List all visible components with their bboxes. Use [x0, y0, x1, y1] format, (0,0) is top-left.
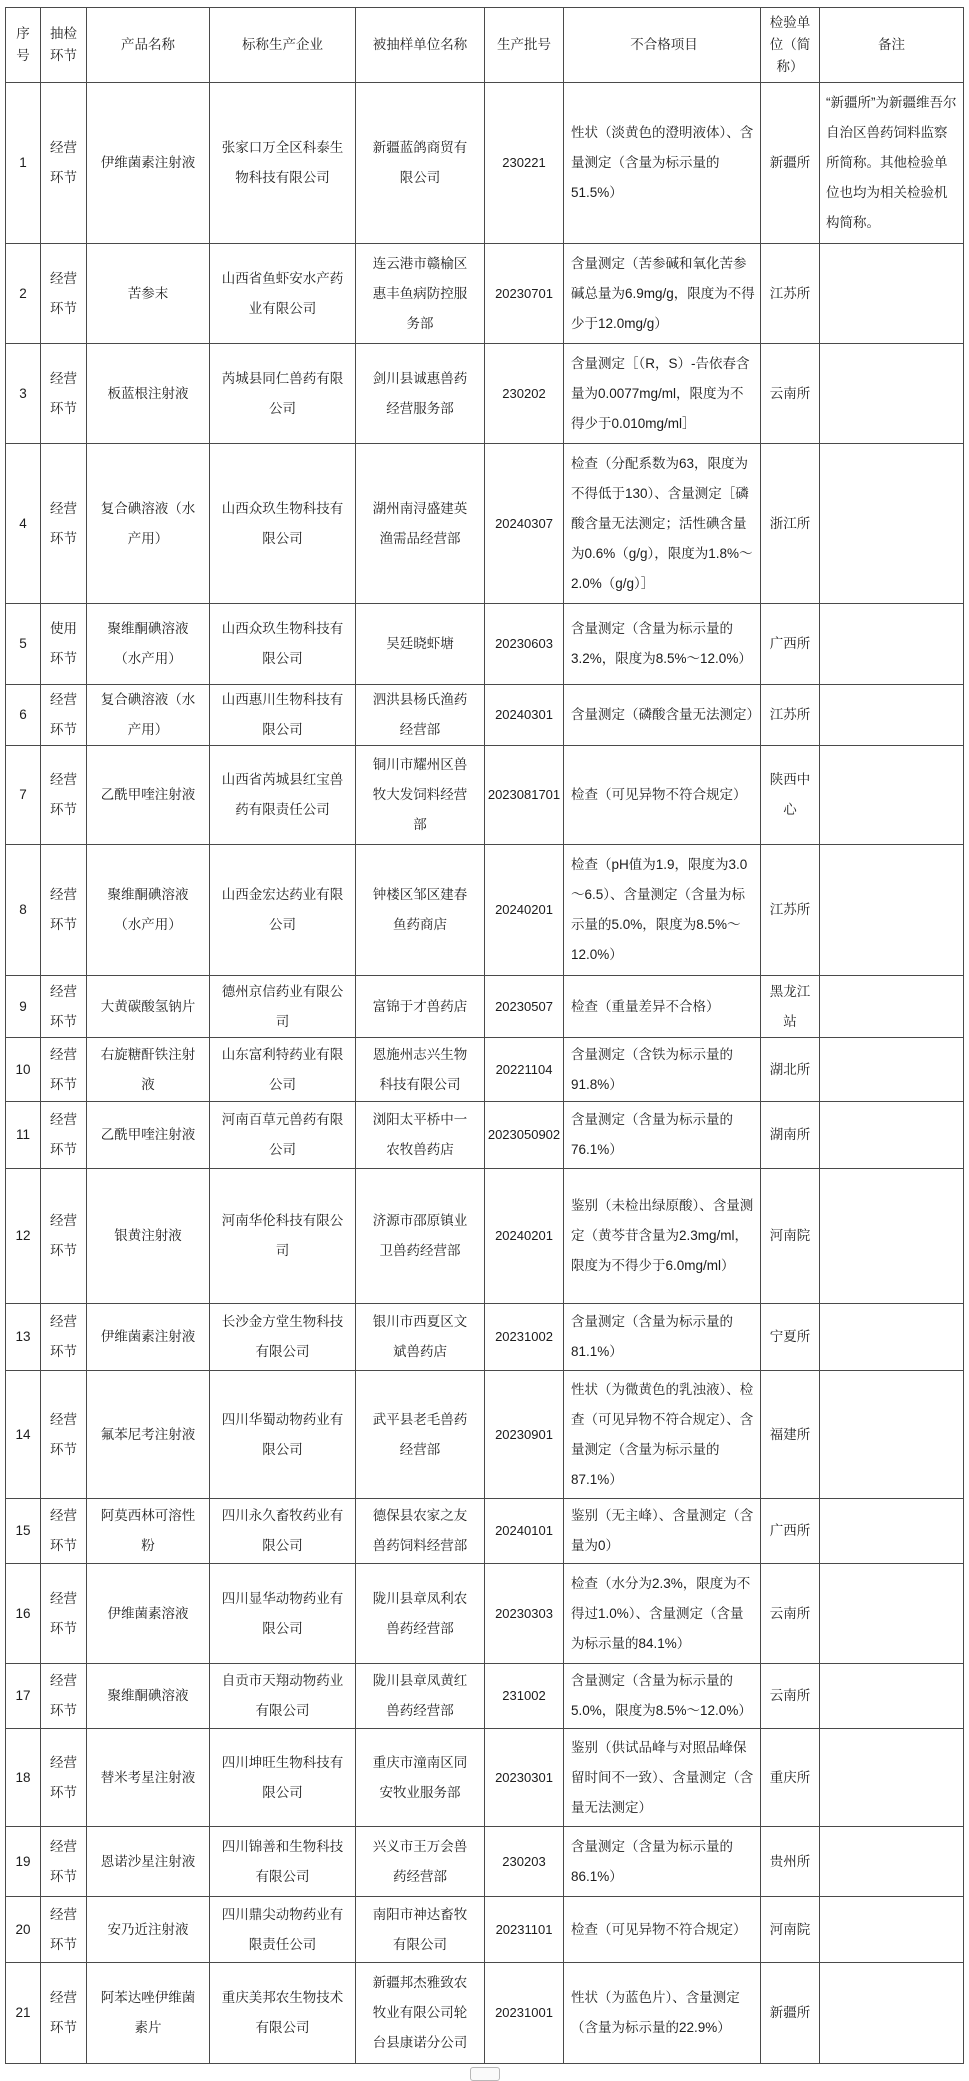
- cell-product-name: 阿莫西林可溶性粉: [87, 1499, 209, 1563]
- cell-manufacturer: 河南华伦科技有限公司: [210, 1169, 355, 1303]
- cell-product-name: 乙酰甲喹注射液: [87, 746, 209, 844]
- cell-remarks: [820, 1827, 963, 1896]
- cell-testing-lab: 贵州所: [761, 1827, 819, 1896]
- cell-batch-number: 20221104: [485, 1038, 563, 1101]
- cell-manufacturer: 四川坤旺生物科技有限公司: [210, 1729, 355, 1826]
- cell-batch-number: 20230303: [485, 1564, 563, 1663]
- cell-failed-items: 含量测定（含量为标示量的76.1%）: [564, 1102, 760, 1168]
- cell-testing-lab: 湖北所: [761, 1038, 819, 1101]
- cell-serial-number: 17: [6, 1664, 40, 1728]
- cell-sampled-unit: 银川市西夏区文斌兽药店: [356, 1304, 484, 1370]
- cell-manufacturer: 四川鼎尖动物药业有限责任公司: [210, 1897, 355, 1962]
- cell-sampling-stage: 经营环节: [41, 1304, 86, 1370]
- cell-product-name: 氟苯尼考注射液: [87, 1371, 209, 1498]
- cell-failed-items: 鉴别（未检出绿原酸）、含量测定（黄芩苷含量为2.3mg/ml，限度为不得少于6.0mg/ml）: [564, 1169, 760, 1303]
- cell-serial-number: 9: [6, 976, 40, 1037]
- cell-testing-lab: 云南所: [761, 1664, 819, 1728]
- cell-failed-items: 含量测定（含量为标示量的5.0%，限度为8.5%～12.0%）: [564, 1664, 760, 1728]
- cell-serial-number: 13: [6, 1304, 40, 1370]
- cell-sampled-unit: 铜川市耀州区兽牧大发饲料经营部: [356, 746, 484, 844]
- cell-serial-number: 6: [6, 685, 40, 745]
- cell-product-name: 板蓝根注射液: [87, 344, 209, 443]
- cell-product-name: 安乃近注射液: [87, 1897, 209, 1962]
- header-batch-number: 生产批号: [485, 8, 563, 82]
- cell-testing-lab: 新疆所: [761, 1963, 819, 2063]
- cell-batch-number: 20240101: [485, 1499, 563, 1563]
- page-bottom-marker: [470, 2067, 500, 2081]
- cell-sampled-unit: 新疆邦杰雅致农牧业有限公司轮台县康诺分公司: [356, 1963, 484, 2063]
- header-remarks: 备注: [820, 8, 963, 82]
- header-serial-number: 序号: [6, 8, 40, 82]
- cell-failed-items: 检查（可见异物不符合规定）: [564, 746, 760, 844]
- cell-failed-items: 检查（pH值为1.9，限度为3.0～6.5）、含量测定（含量为标示量的5.0%，限度为8.5%～12.0%）: [564, 845, 760, 975]
- cell-testing-lab: 云南所: [761, 1564, 819, 1663]
- cell-manufacturer: 河南百草元兽药有限公司: [210, 1102, 355, 1168]
- cell-remarks: [820, 1897, 963, 1962]
- cell-testing-lab: 河南院: [761, 1897, 819, 1962]
- cell-remarks: [820, 1371, 963, 1498]
- cell-serial-number: 16: [6, 1564, 40, 1663]
- cell-failed-items: 鉴别（供试品峰与对照品峰保留时间不一致）、含量测定（含量无法测定）: [564, 1729, 760, 1826]
- cell-batch-number: 2023081701: [485, 746, 563, 844]
- cell-serial-number: 10: [6, 1038, 40, 1101]
- cell-serial-number: 18: [6, 1729, 40, 1826]
- cell-testing-lab: 云南所: [761, 344, 819, 443]
- cell-failed-items: 含量测定（含铁为标示量的91.8%）: [564, 1038, 760, 1101]
- header-manufacturer: 标称生产企业: [210, 8, 355, 82]
- cell-remarks: [820, 1038, 963, 1101]
- cell-batch-number: 20231101: [485, 1897, 563, 1962]
- cell-sampled-unit: 浏阳太平桥中一农牧兽药店: [356, 1102, 484, 1168]
- cell-remarks: [820, 1169, 963, 1303]
- cell-product-name: 恩诺沙星注射液: [87, 1827, 209, 1896]
- cell-product-name: 银黄注射液: [87, 1169, 209, 1303]
- cell-sampling-stage: 经营环节: [41, 1371, 86, 1498]
- cell-sampling-stage: 经营环节: [41, 1827, 86, 1896]
- cell-batch-number: 20230901: [485, 1371, 563, 1498]
- header-failed-items: 不合格项目: [564, 8, 760, 82]
- cell-product-name: 大黄碳酸氢钠片: [87, 976, 209, 1037]
- cell-product-name: 伊维菌素注射液: [87, 83, 209, 243]
- cell-product-name: 伊维菌素注射液: [87, 1304, 209, 1370]
- cell-remarks: “新疆所”为新疆维吾尔自治区兽药饲料监察所简称。其他检验单位也均为相关检验机构简称。: [820, 83, 963, 243]
- cell-manufacturer: 山西众玖生物科技有限公司: [210, 604, 355, 684]
- cell-batch-number: 20230507: [485, 976, 563, 1037]
- cell-manufacturer: 四川永久畜牧药业有限公司: [210, 1499, 355, 1563]
- cell-serial-number: 14: [6, 1371, 40, 1498]
- cell-remarks: [820, 604, 963, 684]
- cell-sampling-stage: 经营环节: [41, 244, 86, 343]
- cell-testing-lab: 宁夏所: [761, 1304, 819, 1370]
- cell-sampled-unit: 德保县农家之友兽药饲料经营部: [356, 1499, 484, 1563]
- cell-sampling-stage: 经营环节: [41, 1564, 86, 1663]
- cell-batch-number: 20240307: [485, 444, 563, 603]
- cell-remarks: [820, 1499, 963, 1563]
- cell-serial-number: 19: [6, 1827, 40, 1896]
- cell-testing-lab: 陕西中心: [761, 746, 819, 844]
- cell-sampling-stage: 经营环节: [41, 444, 86, 603]
- cell-sampled-unit: 富锦于才兽药店: [356, 976, 484, 1037]
- cell-batch-number: 230202: [485, 344, 563, 443]
- cell-remarks: [820, 444, 963, 603]
- cell-manufacturer: 山西省鱼虾安水产药业有限公司: [210, 244, 355, 343]
- cell-remarks: [820, 1963, 963, 2063]
- cell-batch-number: 20230701: [485, 244, 563, 343]
- cell-failed-items: 检查（分配系数为63，限度为不得低于130）、含量测定［磷酸含量无法测定；活性碘含量为0.6%（g/g），限度为1.8%～2.0%（g/g）］: [564, 444, 760, 603]
- cell-failed-items: 含量测定（磷酸含量无法测定）: [564, 685, 760, 745]
- cell-remarks: [820, 1102, 963, 1168]
- cell-sampling-stage: 经营环节: [41, 1729, 86, 1826]
- cell-manufacturer: 四川华蜀动物药业有限公司: [210, 1371, 355, 1498]
- cell-failed-items: 检查（水分为2.3%，限度为不得过1.0%）、含量测定（含量为标示量的84.1%）: [564, 1564, 760, 1663]
- cell-sampled-unit: 济源市邵原镇业卫兽药经营部: [356, 1169, 484, 1303]
- cell-sampling-stage: 使用环节: [41, 604, 86, 684]
- cell-testing-lab: 广西所: [761, 1499, 819, 1563]
- cell-failed-items: 鉴别（无主峰）、含量测定（含量为0）: [564, 1499, 760, 1563]
- cell-product-name: 伊维菌素溶液: [87, 1564, 209, 1663]
- cell-sampling-stage: 经营环节: [41, 1897, 86, 1962]
- header-product-name: 产品名称: [87, 8, 209, 82]
- cell-serial-number: 21: [6, 1963, 40, 2063]
- cell-product-name: 聚维酮碘溶液: [87, 1664, 209, 1728]
- cell-serial-number: 8: [6, 845, 40, 975]
- cell-testing-lab: 广西所: [761, 604, 819, 684]
- cell-sampled-unit: 泗洪县杨氏渔药经营部: [356, 685, 484, 745]
- cell-testing-lab: 江苏所: [761, 685, 819, 745]
- cell-product-name: 阿苯达唑伊维菌素片: [87, 1963, 209, 2063]
- cell-sampled-unit: 连云港市赣榆区惠丰鱼病防控服务部: [356, 244, 484, 343]
- cell-manufacturer: 长沙金方堂生物科技有限公司: [210, 1304, 355, 1370]
- cell-failed-items: 检查（可见异物不符合规定）: [564, 1897, 760, 1962]
- cell-sampling-stage: 经营环节: [41, 845, 86, 975]
- cell-remarks: [820, 1304, 963, 1370]
- cell-remarks: [820, 685, 963, 745]
- cell-testing-lab: 黑龙江站: [761, 976, 819, 1037]
- cell-batch-number: 231002: [485, 1664, 563, 1728]
- cell-batch-number: 20240301: [485, 685, 563, 745]
- cell-remarks: [820, 344, 963, 443]
- cell-testing-lab: 河南院: [761, 1169, 819, 1303]
- cell-remarks: [820, 1729, 963, 1826]
- cell-sampling-stage: 经营环节: [41, 1038, 86, 1101]
- cell-batch-number: 230221: [485, 83, 563, 243]
- cell-product-name: 聚维酮碘溶液（水产用）: [87, 845, 209, 975]
- cell-testing-lab: 福建所: [761, 1371, 819, 1498]
- cell-product-name: 右旋糖酐铁注射液: [87, 1038, 209, 1101]
- results-table: [5, 7, 964, 2064]
- header-sampling-stage: 抽检环节: [41, 8, 86, 82]
- cell-manufacturer: 山西省芮城县红宝兽药有限责任公司: [210, 746, 355, 844]
- cell-sampled-unit: 湖州南浔盛建英渔需品经营部: [356, 444, 484, 603]
- cell-manufacturer: 四川锦善和生物科技有限公司: [210, 1827, 355, 1896]
- cell-failed-items: 含量测定（含量为标示量的3.2%，限度为8.5%～12.0%）: [564, 604, 760, 684]
- cell-sampled-unit: 南阳市神达畜牧有限公司: [356, 1897, 484, 1962]
- cell-remarks: [820, 845, 963, 975]
- cell-sampling-stage: 经营环节: [41, 1963, 86, 2063]
- cell-batch-number: 20240201: [485, 1169, 563, 1303]
- cell-manufacturer: 自贡市天翔动物药业有限公司: [210, 1664, 355, 1728]
- cell-remarks: [820, 746, 963, 844]
- header-sampled-unit: 被抽样单位名称: [356, 8, 484, 82]
- cell-serial-number: 2: [6, 244, 40, 343]
- cell-product-name: 苦参末: [87, 244, 209, 343]
- header-testing-lab: 检验单位（简称）: [761, 8, 819, 82]
- cell-sampling-stage: 经营环节: [41, 83, 86, 243]
- cell-failed-items: 性状（为微黄色的乳浊液）、检查（可见异物不符合规定）、含量测定（含量为标示量的87.1%）: [564, 1371, 760, 1498]
- cell-failed-items: 含量测定（苦参碱和氧化苦参碱总量为6.9mg/g，限度为不得少于12.0mg/g）: [564, 244, 760, 343]
- cell-testing-lab: 重庆所: [761, 1729, 819, 1826]
- cell-sampled-unit: 陇川县章凤黄红兽药经营部: [356, 1664, 484, 1728]
- cell-serial-number: 12: [6, 1169, 40, 1303]
- cell-serial-number: 7: [6, 746, 40, 844]
- cell-serial-number: 1: [6, 83, 40, 243]
- cell-manufacturer: 山东富利特药业有限公司: [210, 1038, 355, 1101]
- cell-failed-items: 含量测定［（R，S）-告依春含量为0.0077mg/ml，限度为不得少于0.010mg/ml］: [564, 344, 760, 443]
- cell-product-name: 复合碘溶液（水产用）: [87, 685, 209, 745]
- cell-manufacturer: 山西众玖生物科技有限公司: [210, 444, 355, 603]
- cell-remarks: [820, 976, 963, 1037]
- cell-product-name: 聚维酮碘溶液（水产用）: [87, 604, 209, 684]
- cell-sampled-unit: 兴义市王万会兽药经营部: [356, 1827, 484, 1896]
- cell-batch-number: 20231002: [485, 1304, 563, 1370]
- cell-product-name: 替米考星注射液: [87, 1729, 209, 1826]
- cell-serial-number: 15: [6, 1499, 40, 1563]
- cell-manufacturer: 重庆美邦农生物技术有限公司: [210, 1963, 355, 2063]
- cell-batch-number: 20230603: [485, 604, 563, 684]
- cell-failed-items: 含量测定（含量为标示量的86.1%）: [564, 1827, 760, 1896]
- cell-sampling-stage: 经营环节: [41, 1102, 86, 1168]
- cell-remarks: [820, 1664, 963, 1728]
- cell-batch-number: 230203: [485, 1827, 563, 1896]
- cell-serial-number: 4: [6, 444, 40, 603]
- cell-sampled-unit: 武平县老毛兽药经营部: [356, 1371, 484, 1498]
- cell-batch-number: 20230301: [485, 1729, 563, 1826]
- cell-testing-lab: 浙江所: [761, 444, 819, 603]
- cell-manufacturer: 四川显华动物药业有限公司: [210, 1564, 355, 1663]
- cell-sampled-unit: 陇川县章凤利农兽药经营部: [356, 1564, 484, 1663]
- cell-manufacturer: 山西金宏达药业有限公司: [210, 845, 355, 975]
- cell-sampling-stage: 经营环节: [41, 1664, 86, 1728]
- cell-serial-number: 5: [6, 604, 40, 684]
- cell-sampled-unit: 恩施州志兴生物科技有限公司: [356, 1038, 484, 1101]
- cell-sampling-stage: 经营环节: [41, 1499, 86, 1563]
- cell-remarks: [820, 1564, 963, 1663]
- cell-failed-items: 检查（重量差异不合格）: [564, 976, 760, 1037]
- cell-batch-number: 2023050902: [485, 1102, 563, 1168]
- cell-batch-number: 20240201: [485, 845, 563, 975]
- cell-manufacturer: 山西惠川生物科技有限公司: [210, 685, 355, 745]
- cell-serial-number: 20: [6, 1897, 40, 1962]
- cell-testing-lab: 新疆所: [761, 83, 819, 243]
- cell-sampling-stage: 经营环节: [41, 1169, 86, 1303]
- cell-sampling-stage: 经营环节: [41, 976, 86, 1037]
- cell-product-name: 乙酰甲喹注射液: [87, 1102, 209, 1168]
- cell-manufacturer: 德州京信药业有限公司: [210, 976, 355, 1037]
- cell-batch-number: 20231001: [485, 1963, 563, 2063]
- cell-sampled-unit: 重庆市潼南区同安牧业服务部: [356, 1729, 484, 1826]
- cell-sampled-unit: 新疆蓝鸽商贸有限公司: [356, 83, 484, 243]
- cell-failed-items: 含量测定（含量为标示量的81.1%）: [564, 1304, 760, 1370]
- cell-sampled-unit: 钟楼区邹区建春鱼药商店: [356, 845, 484, 975]
- cell-sampling-stage: 经营环节: [41, 685, 86, 745]
- cell-sampled-unit: 吴廷晓虾塘: [356, 604, 484, 684]
- cell-remarks: [820, 244, 963, 343]
- cell-serial-number: 11: [6, 1102, 40, 1168]
- cell-manufacturer: 芮城县同仁兽药有限公司: [210, 344, 355, 443]
- cell-sampled-unit: 剑川县诚惠兽药经营服务部: [356, 344, 484, 443]
- cell-product-name: 复合碘溶液（水产用）: [87, 444, 209, 603]
- cell-manufacturer: 张家口万全区科泰生物科技有限公司: [210, 83, 355, 243]
- cell-sampling-stage: 经营环节: [41, 746, 86, 844]
- cell-testing-lab: 江苏所: [761, 244, 819, 343]
- cell-failed-items: 性状（淡黄色的澄明液体）、含量测定（含量为标示量的51.5%）: [564, 83, 760, 243]
- cell-serial-number: 3: [6, 344, 40, 443]
- cell-testing-lab: 湖南所: [761, 1102, 819, 1168]
- cell-sampling-stage: 经营环节: [41, 344, 86, 443]
- cell-testing-lab: 江苏所: [761, 845, 819, 975]
- cell-failed-items: 性状（为蓝色片）、含量测定（含量为标示量的22.9%）: [564, 1963, 760, 2063]
